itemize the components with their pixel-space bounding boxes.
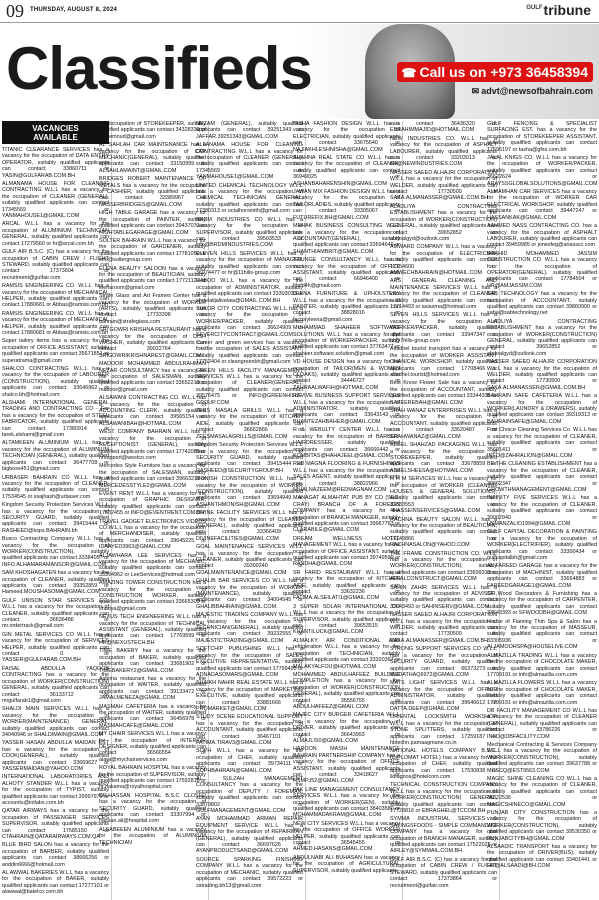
classified-ad: House of Flaming Thin Spa & Salon has a vacancy for the occupation of MASSEUR, suitably qualified applicants can contact 33305936 or ALJAMOOHSPA@HOUSELIVE.COM	[487, 618, 597, 651]
classified-ad: BRIDGES ROBERT MAINTENANCE OF METALS has a vacancy for the occupation of CASHIER, suitably qualified applicants can contact 33389967 or NASSERBRIDGES@GMAIL.COM	[99, 176, 206, 208]
classified-ad: AMAZING TOWER CONSTRUCTION has a vacancy for the occupation of CONSTRUCTION WORKER, suitably qualified applicants can contact 33665300 or shadya@gmail.com	[99, 580, 206, 612]
classified-ad: GIN METAL SERVICES CO W.L.L has a vacancy for the occupation of SERVICES HELPER, suitably qualified applicants can contact 0 or YASSER@GULFARAB.COM.BH	[2, 631, 109, 664]
classified-ad: BRDM INDUSTRIES CO W.L.L has a vacancy for the occupation of SUPERVISOR, suitably qualified applicants can contact 39503533 or info@BRDMINDUSTRIES.COM	[196, 216, 303, 249]
classified-ad: MOHAMMED ABDULHAFEEZ BUILDING COMPLETION has a vacancy for the occupation of WORKER(CONSTRUCTION GENERAL), suitably qualified applicants can contact 35556755 or ABDULHAFEEZ@GMAIL.COM	[293, 671, 400, 710]
classified-ad: GOAL MAINTENANCE SERVICES W.L.L has a vacancy for the occupation of CLEANER, suitably qualified applicants can contact 39300240 or GOALMAINTENANCE@GMAIL.COM	[196, 544, 303, 576]
classified-ad: TITANIC CLEARANCE SERVICES has a vacancy for the occupation of DATA ENTRY OPERATOR, suitably qualified applicants can contact 33860711 or YASIN@GULFARAB.COM.BH	[2, 147, 109, 179]
classified-ad: DR.HASSAN HOSPITAL B.S.C CLOSED has a vacancy for the occupation of SECURITY GUARD, suitably qualified applicants can contact 33307994 or hassan.ali@hospital.com	[99, 792, 206, 825]
email-text: advt@newsofbahrain.com	[481, 86, 593, 96]
classified-ad: SHAHID MOHAMMED JASSIM CONSTRUCTION CO. W.L.L has a vacancy for the occupation of OPERATOR(GENERAL), suitably qualified applicants can contact 17784504 or HR@AMJASSIM.COM	[487, 250, 597, 289]
classified-ad: AL FAREED GARAGE has a vacancy for the occupation of MACHINIST, suitably qualified applicants can contact 33664883 or FAREEDGARAGE1@GMAIL.COM	[487, 563, 597, 589]
classified-ad: YOUNGE CONSULTANCY W.L.L has a vacancy for the occupation of OFFICE ASSISTANT, suitably qualified applicants can contact 66946400 or fdsfd4h@gmail.com	[293, 257, 400, 289]
classified-ad: SHALCO CONTRACTING W.L.L has a vacancy for the occupation of LABOURER (CONSTRUCTION), suitably qualified applicants can contact 33646962 or shalco.bh@hotmail.com	[2, 366, 109, 398]
classified-ad: PUNJAB CITY CONSTRUCTION has a vacancy for the occupation of WORKER(CONSTRUCTION), suitably qualified applicants can contact 39530350 or PUNJABCITYBH@GMAIL.COM	[487, 810, 597, 842]
classified-ad: 3 SUPER SOLAR INTERNATIONAL CO W.L.L has a vacancy for the occupation of SUPERVISOR, suitably qualified applicants can contact 39653515 or KHANTILUCK@GMAIL.COM	[293, 603, 400, 636]
section-header-line2: AVAILABLE	[33, 133, 78, 142]
classified-ad: Career and green services has a vacancy for the occupation of SALES ASSISTANT, suitably qualified applicants can contact 17752404 or cleangreenbh@gmail.com	[196, 340, 303, 366]
page-header	[0, 0, 599, 23]
classified-ad: ALSAWANI CONTRACTING CO. W.L.L has a vacancy for the occupation of ACCOUNTING CLERK, suitably qualified applicants can contact 39565154 or ALSAWANIBAH@HOTMAIL.COM	[99, 395, 206, 427]
column-1	[0, 121, 112, 900]
classified-ad: MASMAH CAFETERIA has a vacancy for the occupation of WAITER, suitably qualified applicants can contact 36456978 or MASMAHCAFE@GMAIL.COM	[99, 703, 206, 729]
classified-ad: DIVINE FACILITY SERVICES W.L.L has a vacancy for the occupation of CLEANER (GENERAL), suitably qualified applicants can contact 33366409 or DIVINEFACILITIES@GMAIL.COM	[196, 510, 303, 542]
column-4	[291, 121, 403, 900]
section-header	[2, 121, 109, 144]
classified-ad: ROYAL BAHRAIN HOSPITAL has a vacancy for the occupation of SUPERVISOR, suitably qualified applicants can contact 17592818 or hr.nakama@royalhospital.com	[99, 765, 206, 791]
classified-ad: GULF UNISON STAR SERVICES CO. W.L.L has a vacancy for the occupation of CLEANER, suitably qualified applicants can contact 36636486 or mr.ordertrack@gmail.com	[2, 597, 109, 630]
classified-ad: NATIONAL HOTELS COMPANY B.S.C. (DIPLOMAT HOTEL) has a vacancy for the occupation of CHEF, suitably qualified applicants can contact 17530838 or ildiagnos@hotelcom.com	[390, 748, 497, 780]
classified-ad: TRAVEL GADGET ELECTRONICS VIDEOS CO.W.L.L has a vacancy for the occupation of MERCHANDISER, suitably qualified applicants can contact 39645225 or IDAAYED3963@GMAIL.COM	[99, 518, 206, 551]
classified-ad: UNITED CHEMICAL TECHNOLOGY W.L.L has a vacancy for the occupation of CHEMICAL TECHNICIAN GENERAL, suitably qualified applicants can contact 17380313 or uctalhorsmith@gmail.com	[196, 182, 303, 215]
classified-ad: NEW INDUSTRIES CO. W.L.L has a vacancy for the occupation of ASPHALT LABOURER, suitably qualified applicants can contact 33203013 or cfo@NEWINDUSTRIES.COM	[390, 135, 497, 168]
classified-ad: ALSABEEEN ALUMINIUM has a vacancy for the occupation of ALUMINIUM TECHNICIAN	[99, 826, 206, 846]
classified-ad: HIGH TABLE GARAGE has a vacancy for the occupation of PAINTER, suitably qualified applicants can contact 39437071 or HIGHTABLEGARAGE@GMAIL.COM	[99, 210, 206, 236]
classified-ad: ABDULNABI ALI BUHASAN has a vacancy for the occupation of AGRICULTURAL SUPERVISOR, suitably qualified applicants	[293, 854, 400, 874]
classified-ad: SAB TECHNOLOGY has a vacancy for the occupation of ACCOUNTANT, suitably qualified applicants can contact 39860900 or saba@sabtechnology.net	[487, 291, 597, 317]
classified-ad: NASSER SAEED ALHAJRI CORPORATION W.L.L has a vacancy for the occupation of WELDER, suitably qualified applicants can contact 17730500 or SAKA.ALMANASSER@GMAIL.COM.BH	[390, 169, 497, 202]
call-text: Call us on +973 36458394	[419, 64, 588, 80]
classified-ad: MUHAMMAD SHAHEER SOFTWARE SOLUTIONS W.L.L has a vacancy for the occupation of WORKER/PACKER, suitably qualified applicants can contact 37763477 or shaheer.software.solution@gmail.com	[293, 325, 400, 357]
classified-ad: SHAIKH NAHIR REAL ESTATE W.L.L has a vacancy for the occupation of MARKETING EXECUTIVE, suitably qualified applicants can contact 33881666 or PROMARKET@GMAIL.COM	[196, 680, 303, 712]
classified-ad: ALSAADIC TRANSPORT has a vacancy for the occupation of DRIVER(BUS), suitably qualified applicants can contact 33401441 or HR@ALSAADI@BH.COM	[487, 844, 597, 870]
classified-ad: ARS GENERAL CLEANING AND MAINTENANCE SERVICES W.L.L has a vacancy for the occupation of CLEANER, suitably qualified applicants can contact 17714493 or asiasma@hotmail.com	[390, 278, 497, 310]
classified-ad: can contact 36436320 or EBRAHIMMAJID@HOTMAIL.COM	[390, 121, 497, 134]
classified-ad: HABOO W.L.L has a vacancy for the occupation of ADMINISTRATOR, suitably qualified applicants can contact 33303033 or ahdelalijalivelaw@GMAIL.COM.BH	[196, 278, 303, 304]
classified-ad: STRONG SUPPORT SERVICES CO W.L.L has a vacancy for the occupation of SECURITY GUARD, suitably qualified applicants can contact 66373273 or MUDATHAQ6972@GMAIL.COM	[390, 646, 497, 678]
column-6	[485, 121, 599, 900]
classified-ad: ALFANAMA HOUSE FOR CLEANING CONTRACTING W.L.L has a vacancy for the occupation of CLEANER (GENERAL), suitably qualified applicants can contact 17345569 or YANMAHOUSE1@GMAIL.COM	[196, 142, 303, 181]
classified-ad: the occupation of STOREKEEPER, suitably qualified applicants can contact 34328330 or faithemoud@gmail.com	[99, 121, 206, 140]
column-2	[97, 121, 209, 900]
call-box	[397, 62, 593, 82]
classified-ad: ALMAMHAN CAR SERVICES has a vacancy for the occupation of WORKER CAR ELECTRICAL WORKSHOP, suitably qualified applicants can contact 39447247 or HASSANKAK@GMAIL.COM	[487, 189, 597, 221]
classified-ad: Super tailory items has a vacancy for the occupation of OFFICE ASSISTANT, suitably qualified applicants can contact 35671851 or superatrama@gmail.com	[2, 338, 109, 364]
classified-ad: BLUE BIRD SALON has a vacancy for the occupation of BARBER, suitably qualified applicants can contact 38666256 or aoddin6666@hotmail.com	[2, 842, 109, 868]
classified-ad: MANAGAT ALMAHTAT PUB BY CO (SEC-CRAY) BRANCH OF A FOREIGN COMPANY has a vacancy for the occupation of BRANCH MANAGER, suitably qualified applicants can contact 39967763 or CLARABILE@GMAIL.COM	[293, 495, 400, 534]
classified-ad: JALAL KNIGS CO. W.L.L has a vacancy for the occupation of WORKER/PACKER, suitably qualified applicants can contact 36622624 or ARAYSSGLOBALSOLUTIONS@GMAIL.COM	[487, 155, 598, 187]
classified-ad: SUKOR CITY CONTRACTING W.L.L has a vacancy for the occupation of WORKER/PACKER, suitably qualified applicants can contact 36624909 or SEVERCITYCONTRACT@GMAIL.COM	[196, 305, 303, 338]
classified-ad: URBASER BAHRAIN CO W.L.L has a vacancy for the occupation of CLEANER, suitably qualified applicants can contact 17534545 or ssajhash@urbaser.com	[2, 474, 109, 500]
classified-ad: Kingdom Security Protection Services W.L.L has a vacancy for the occupation of SECURITY GUARD, suitably qualified applicants can contact 39415444 or RASHEED@ksps.BAHRAIN.bh	[2, 502, 109, 534]
classified-ad: NASSER SAEED ALHAJRI CORPORATION W.L.L has a vacancy for the occupation of WELDER, suitably qualified applicants can contact 17730500 or SAKA.ALMANASSER@GMAIL.COM.BH	[390, 612, 497, 644]
classified-ad: ALMANAMA HOUSE FOR CLEANING CONTRACTING W.L.L has a vacancy for the occupation of CLEANER (GENERAL), suitably qualified applicants can contact 17345569 or YANMAHOUSE1@GMAIL.COM	[2, 181, 109, 220]
classified-ad: TIME BAKERY has a vacancy for the occupation of BAKER, suitably qualified applicants can contact 33681902 or TIMEBAKERY2@GMAIL.COM	[99, 648, 206, 674]
classified-ad: RED MAGNA FLOORING & FURNISHINGS W.L.L has a vacancy for the occupation of SALES AGENT, suitably qualified applicants can contact 38822966 or NIHALNAZEEM@REDMAGNAM.COM	[293, 461, 400, 493]
classified-ad: PAK LINE MANAGEMENT CONSULTANCY SERVICES W.L.L has a vacancy for the occupation of WORKER(GEN), suitably qualified applicants can contact 38403580 or MOHAMMADAKRAM@GMAIL.COM	[293, 786, 400, 819]
classifieds-banner	[0, 24, 599, 119]
classified-ad: AAHMED NASS CONTRACTING CO. has a vacancy for the occupation of ASPHALT LABOURER, suitably qualified applicants can contact 39459985 or jonesfeg@anasscc.com	[487, 223, 597, 249]
classified-ad: ORIENTAL LOCKSMITH WORKSHOP W.L.L has a vacancy for the occupation of STONE SPLITTERS, suitably qualified applicants can contact 17259187 or hbtechn.pamaagmane.co.in	[390, 714, 497, 746]
classified-ad: SR FARID RESTAURANT W.L.L has a vacancy for the occupation of KITCHEN AIDE, suitably qualified applicants can contact 33632236 or FATIMA.ALSEILATI1@GMAIL.COM	[293, 569, 400, 602]
classified-ad: ALSHAMI INTERNATIONAL GENERAL TRADING AND CONTRACTING CO - For has a vacancy for the occupation of STEEL FABRICATOR, suitably qualified applicants can contact 17380914 or tarek.alshami@gmail.com	[2, 400, 109, 439]
page-number: 09	[6, 1, 24, 21]
masthead-name: tribune	[543, 2, 591, 18]
classified-ad: STUDY SCENE EDUCATIONAL SUPPORT has a vacancy for the occupation of ACCOUNTANT, suitably qualified applicants can contact 36467101 or FATIMA.TIRAV3@GMAIL.COM	[196, 714, 303, 746]
classified-ad: Best Know Flower Sale has a vacancy for the occupation of ACCOUNTANT, suitably qualified applicants can contact 33344336 or SAFEEREBAH@GMAIL.COM	[390, 380, 497, 406]
classified-ad: H H M SERVICES W.L.L has a vacancy for the occupation of WORKER (CLEANING HOUSES & GENERAL SOLUTIONS), suitably qualified applicants can contact 33333553 or 4HASSEINSERVICES@GMAIL.COM	[390, 476, 497, 515]
classified-ad: MAGIC SHINE CLEANING CO W.L.L has a vacancy for the occupation of CLEANER, suitably qualified applicants can contact 35322536 or MAGICSHINECO@GMAIL.COM	[487, 776, 597, 808]
classified-ad: SHAHNA REAL STATE CO W.L.L has a vacancy for the occupation of CLEANER, suitably qualified applicants can contact 36949025 or ASHANBAHARENSHIN@GMAIL.COM	[293, 155, 400, 187]
dateline: THURSDAY, AUGUST 8, 2024	[30, 7, 118, 13]
classified-ad: SRI GOWRI KRISHNA RESTAURANT has a vacancy for the occupation of DISH WASHER, suitably qualified applicants can contact 39022764 or SRIGOWRIKRISHNAREST@GMAIL.COM	[99, 327, 206, 359]
classified-ad: Kingdom Security Protection Services W.L.L has a vacancy for the occupation of SECURITY GUARD, suitably qualified applicants can contact 39415444 or RASHEED@SECURITYGROUP.BH	[196, 442, 303, 474]
classified-ad: MATS LIGHT SERVICES W.L.L has a vacancy for the occupation of OFFICE ADMINISTRATOR, suitably qualified applicants can contact 39646612 or DATTA.DEEP@GMAIL.COM	[390, 680, 497, 712]
classified-ad: GULF AIR B.S.C. (C) has a vacancy for the occupation of CABIN CREW / FLIGHT STEWARD, suitably qualified applicants can contact 17373604 or recruitment@gulfair.com	[2, 249, 109, 281]
classified-ad: Strafe Glass and Art Frames Center has a vacancy for the occupation of WORKER (ARTS), suitably qualified applicants can contact 17733398 or bahrain@strafeglass.com	[99, 293, 206, 325]
phone-icon: ☎	[401, 66, 417, 80]
classified-ad: LEENA FURNITURE & UPHOLSTERY W.L.L has a vacancy for the occupation of PAINTER, suitably qualified applicants can contact 38828016 or factoryleena@gmail.com	[293, 291, 400, 323]
classified-ad: NEZAM (GENERAL), suitably qualified applicants can contact 39251343 or JAFFAR.39251343@GMAIL.COM	[196, 121, 303, 140]
classified-ad: YASSER HASAN ABDULLA MAIDAN EST has a vacancy for the occupation of COOK(GENERAL), suitably qualified applicants can contact 33669627 or YASSERMAIDAN@YAHOO.COM	[2, 740, 109, 772]
classified-ad: RAMSIS ENGINEERING CO. W.L.L has a vacancy for the occupation of MECHANICAL HELPER, suitably qualified applicants can contact 17880681 or Abbas@ramsis.com.bh	[2, 283, 109, 309]
classified-ad: WEST COMPANY BAHRAIN W.L.L has a vacancy for the occupation of RECEPTIONIST (GENERAL), suitably qualified applicants can contact 17742080 or hrsupport@westco.com	[99, 429, 206, 461]
classified-ad: MAJESTIC TRADING COMPANY W.L.L has a vacancy for the occupation of TECHNICIAN(GENERAL), suitably qualified applicants can contact 39232555 or MAJESTICTRADING@GMAIL.COM	[196, 612, 303, 644]
classified-ad: GHALIB BAR SERVICES CO W.L.L has a vacancy for the occupation of WORKER (MAINTENANCE), suitably qualified applicants can contact 34004545 or GHALIBBAHRAIN@GMAIL.COM	[196, 578, 303, 610]
classified-ad: DREAM WELLNESS HOTEL MANAGEMENT W.L.L has a vacancy for the occupation of OFFICE ASSISTANT, suitably qualified applicants can contact 39749599 or RANDHA@GMAIL.COM	[293, 535, 400, 568]
classified-ad: AL AWWAL BAKERIES W.L.L has a vacancy for the occupation of BAKER, suitably qualified applicants can contact 17277101 or alawwal@batelco.com.bh	[2, 870, 109, 896]
classified-ad: SHAH WANAZ ENTERPRISES W.L.L has a vacancy for the occupation of ACCOUNTANT, suitably qualified applicants can contact 33620487 or SHAHWANAZ@GMAIL.COM	[390, 408, 497, 440]
classified-ad: ABEEL SHAHZAD PACKAGING W.L.L has a vacancy for the occupation of STOREKEEPER, suitably qualified applicants can contact 33678859 or ABEELSHEESA@HOTMAIL.COM	[390, 442, 497, 474]
classified-ad: ELENA BEAUTY SALOON has a vacancy for the occupation of BEAUTICIAN, suitably qualified applicants can contact 17721121 or elenaroom@gmail.com	[99, 265, 206, 291]
classified-ad: BE THE CLEANING ESTABLISHMENT has a vacancy for the occupation of CLEANER, suitably qualified applicants can contact 39662347 or GROWTHMANAGEMENT@GMAIL.COM	[487, 461, 597, 493]
classified-ad: INTERNATIONAL LABORATORIES AND ALHOTY STANDER W.L.L has a vacancy for the occupation of TYPIST, suitably qualified applicants can contact 39997979 or accounts@intlabs.com.bh	[2, 774, 109, 806]
classified-ad: MONISH CONSTRUCTION W.L.L has a vacancy for the occupation of WORKER (CONSTRUCTION), suitably qualified applicants can contact 33694949 or ASHANTHMONISH@GMAIL.COM	[196, 476, 303, 508]
classified-ad: AYAN MOHAMMAD ARMAN REPAIR EQUIPMENT SERVICE W.L.L has a vacancy for the occupation of REPAIRMAN (GENERAL), suitably qualified applicants can contact 36697626 or AYANPRODUCTSAND@GMAIL.COM	[196, 816, 303, 855]
classified-ad: SOPH W.L.L has a vacancy for the occupation of CHEF, suitably qualified applicants can contact 39734111 or SOPHBAHRAIN@GMAIL.COM	[196, 748, 303, 774]
classified-ad: TECHNICAL CONSTRUCTION COMPANY W.L.L has a vacancy for the occupation of WORKER(CONSTRUCTION) GENERAL, suitably qualified applicants can contact 17728816 or EBRAGHEL@TCCOM.BH	[390, 782, 497, 815]
classified-ad: GULF CAPITAL DECORATION & PAINTING has a vacancy for the occupation of WORKER(ELECTRIFIER), suitably qualified applicants can contact 33300434 or gulfcapitalbh@gmail.com	[487, 529, 597, 561]
classified-ad: AL SULZAH MANAGEMENT CONSULTANCY has a vacancy for the occupation of DEPUTY / FOREMAN, suitably qualified applicants can contact 33879802 or GULFMANAGEMENT@GMAIL.COM	[196, 776, 303, 815]
column-3	[194, 121, 306, 900]
classified-ad: NEW CITY SERVICES W.L.L has a vacancy for the occupation of OFFICE WORKER HELPER, suitably qualified applicants can contact 36545455 or AHMED.HASANS@GMAIL.COM	[293, 820, 400, 853]
classified-ad: AL SAHLAH CAR MAINTENANCE has a vacancy for the occupation of CAR MECHANIC(GENERAL), suitably qualified applicants can contact 33150999 or ALSAHLAMAINT@GMAIL.COM	[99, 142, 206, 174]
mail-icon: ✉	[471, 86, 480, 96]
classified-ad: SF Wood Decorators & Furnishing has a vacancy for the occupation of CARPENTER, suitably qualified applicants can contact 33643393 or SFWOODBH@GMAIL.COM	[487, 591, 597, 617]
classified-ad: DB FACILITY MANAGEMENT CO W.L.L has a vacancy for the occupation of CLEANER (GENERAL), suitably qualified applicants can contact 33786226 or INFO@DBFACILITY.COM	[487, 707, 597, 740]
classified-ad: Busco Contracting Company W.L.L has a vacancy for the occupation of WORKER(CONSTRUCTION), suitably qualified applicants can contact 33384057 or INFO.ALHAMARAMANSOR@GMAIL.COM	[2, 536, 109, 568]
classified-ad: VD HOUSE DESIGN has a vacancy for the occupation of TAILOR(MEN & WOMEN CLOAKS), suitably qualified applicants can contact 34446727 or ZAHRAALWAFIH@HOTMAIL.COM	[293, 359, 400, 391]
classified-ad: ALMALKY AIR CONDITIONAL AND refrigeration W.L.L has a vacancy for the occupation of TECHNICIAN, suitably qualified applicants can contact 33320367 or MALAKYALFOU@HOTMAIL.COM	[293, 637, 400, 670]
classified-ad: ALADLIYA CONTRACTING ESTABLISHMENT has a vacancy for the occupation of WORKER(CONSTRUCTION) GENERAL, suitably qualified applicants can contact 39652852 or abdoalgyd@outlook.com	[390, 203, 497, 242]
classified-ad: RACHNA BEAUTY SALON W.L.L has a vacancy for the occupation of BEAUTICIAN, suitably qualified applicants can contact 17749866 or RACHNASALON@YAHOO.COM	[390, 516, 497, 549]
classified-ad: BAHRAIN SAFE CAFETERIA W.L.L has a vacancy for the occupation of WORKER(LAUNDRY & DRAWERS), suitably qualified applicants can contact 39319313 or BAHRAINSAFE@GMAIL.COM	[487, 393, 597, 425]
classified-ad: SOLTER BAHRAIN W.L.L has a vacancy for the occupation of GARDENER, suitably qualified applicants can contact 17781050 or info@soltergroup.com	[99, 237, 206, 264]
classified-ad: NASSER SAEED ALHAJRI CORPORATION W.L.L has a vacancy for the occupation of WELDER, suitably qualified applicants can contact 17730500 or SAKA.ALMANASSER@GMAIL.COM.BH	[487, 359, 597, 391]
classified-ad: MY CHAIR SERVICES W.L.L has a vacancy for the occupation of INTERIOR DESIGNER, suitably qualified applicants can contact 36566554 or alawi@mychairservices.com	[99, 731, 206, 763]
banner-title: Classifieds	[6, 35, 312, 102]
classified-ad: MADOOR MOHAMMED ABDULRAHMAN NEZAR CONSULTANCY has a vacancy for the occupation of SALESMAN, suitably qualified applicants can contact 33652219 or madoor@gmail.com	[99, 361, 206, 393]
classified-ad: MAJEC CITY BURGER CAFETERIA W.L.L has a vacancy for the occupation of DRIVER, suitably qualified applicants can contact 36643993 or ALMAJLIS0@GMAIL.COM	[293, 712, 400, 744]
classified-ad: SYMMA INDUSTRIAL SERVICES & SAVINGSFOODS - SIMPLE COMMANDITE COMPANY has a vacancy for the occupation of BRANCH MANAGER, suitably qualified applicants can contact 17522025 or AIRLEY@SYMMAIL.COM.BH	[390, 816, 497, 855]
classified-ad: RAMSIS ENGINEERING CO. W.L.L has a vacancy for the occupation of MECHANICAL HELPER, suitably qualified applicants can contact 17880681 or Abbas@ramsis.com.bh	[2, 310, 109, 336]
classified-ad: THE FRAME CONSTRUCTION CO. W.L.L has a vacancy for the occupation of WORKER(CONSTRUCTION), suitably qualified applicants can contact 33699333 or AFFALCONSTRUCT@GMAIL.COM	[390, 550, 497, 583]
classified-ad: ALJAWHARA LEE SERVICES has a vacancy for the occupation of MECHANIC, suitably qualified applicants can contact 33394962 or LeeServices@hotmail.com	[99, 552, 206, 578]
classified-ad: MEHAK BUSINESS CONSULTING W.L.L has a vacancy for the occupation of ACCOUNTANT(GENERAL), suitably qualified applicants can contact 33694640 or SHANTHIAMBRIT@GMAIL.COM	[293, 223, 400, 255]
masthead-logo	[526, 2, 591, 18]
classified-ad: Mercedes Style Furniture has a vacancy for the occupation of SALESMAN, suitably qualified applicants can contact 39663211 or MERCEDESSTYLE2@GMAIL.COM	[99, 463, 206, 489]
classified-ad: FAISAL ABDULLA YAQOOB CONTRACTING has a vacancy for the occupation of WORKER(CONSTRUCTION) GENERAL, suitably qualified applicants can contact 36133712 or mrgulfarab1@gmail.com	[2, 665, 109, 704]
classified-ad: ARCAL W.L.L has a vacancy for the occupation of ALUMINIUM TECHNICIAN GENERAL, suitably qualified applicants can contact 17279560 or hr@arcal.com.bh	[2, 221, 109, 247]
classified-ad: NISHA FASHION DESIGN W.L.L has a vacancy for the occupation of ELECTRICIAN, suitably qualified applicants can contact 33675640 or NAJIAKHLESHNISHA@GMAIL.COM	[293, 121, 400, 153]
classified-ad: GULF AIR B.S.C. (C) has a vacancy for the occupation of CABIN CREW / FLIGHT STEWARD, suitably qualified applicants can contact 17373864 or recruitment@gulfair.com	[390, 856, 497, 889]
classified-ad: Mechanical Contracting & Services Company W.L.L has a vacancy for the occupation of WORKER(CONSTRUCTION), suitably qualified applicants can contact 39637788 or MCSCQ@EST9563.COM	[487, 741, 597, 774]
classified-ad: ALADLIYA CONTRACTING ESTABLISHMENT has a vacancy for the occupation of WORKER(CONSTRUCTION) GENERAL, suitably qualified applicants can contact 39652852 or abdoalgyd@outlook.com	[487, 318, 597, 357]
classified-ad: INFINITY FIVE SERVICES W.L.L has a vacancy for the occupation of CLEANER, suitably qualified applicants can contact 39002940 or USMANZALIO1994@GMAIL.COM	[487, 495, 597, 527]
classified-ad: ZEES MASALA GRILLS W.L.L has a vacancy for the occupation of KITCHEN AIDE, suitably qualified applicants can contact 36662866 or ZEESMASALAGRILLS@GMAIL.COM	[196, 408, 303, 440]
classified-ad: SEVEN HILLS SERVICES W.L.L has a vacancy for the occupation of WORKER/PACKER, suitably qualified applicants can contact 33947347 or hr@7hills-group.com	[390, 312, 497, 344]
classified-ad: REVIVE BUSINESS SUPPORT SERVICES W.L.L has a vacancy for the occupation of ADMINISTRATOR, suitably qualified applicants can contact 33643143 or BHANTEZAHBAHER@GMAIL.COM	[293, 393, 400, 425]
classified-ad: QATAR AIRWAYS has a vacancy for the occupation of PASSENGER SERVICES SUPERVISOR, suitably qualified applicants can contact 17585150 or CTAHRAIN@QATARAIRWAYS.COM.QA	[2, 808, 109, 841]
classified-ad: ALMAZILLA FLOWERS W.L.L has a vacancy for the occupation of CHOCOLATE MAKER, suitably qualified applicants can contact 17799191 or info@almazilla.com.com	[487, 680, 597, 706]
classified-ad: SAM KHOSHAGATEN has a vacancy for the occupation of CLEANER, suitably qualified applicants can contact 39352859 or Hameed.MOUSHASOMA@GMAIL.COM	[2, 570, 109, 596]
classified-ad: AMWARD COMPANY W.L.L has a vacancy for the occupation of ELECTRICIAN, suitably qualified applicants can contact 17754600 or AMWECHBAHRAIN@HOTMAIL.COM	[390, 244, 497, 276]
section-header-line1: VACANCIES	[32, 124, 79, 133]
classified-ad: First Choice Cleaning Services Co. W.L.L has a vacancy for the occupation of CLEANER, suitably qualified applicants can contact 35691411 or INFO@ZAHRALION@GMAIL.COM	[487, 427, 597, 459]
masthead-prefix: GULF	[526, 5, 543, 11]
classified-ad: GREEN HILLS FACILITY MANAGEMENT SERVICES W.L.L has a vacancy for the occupation of CLEANER(GENERAL), suitably qualified applicants can contact 39576475 or INFO@GREENHILLS-GROUP.COM	[196, 367, 303, 406]
classified-ad: SOURCE SPARKING FINISHING COMPANY W.L.L has a vacancy for the occupation of MECHANIC, suitably qualified applicants can contact 39572223 or sstrading.bh13@gmail.com	[196, 856, 303, 889]
column-5	[388, 121, 500, 900]
classified-ad: JAWAN MIX FASHION DESIGN W.L.L has a vacancy for the occupation of TAILORLADIES, suitably qualified applicants can contact 33305067 or FUTUREFIX.BH@GMAIL.COM	[293, 189, 400, 221]
classified-ad: EVENT RENT W.L.L has a vacancy for the occupation of GRAPHIC DESIGNER, suitably qualified applicants can contact 17532455 or INFO@EVENTRENT.COM.BH	[99, 490, 206, 517]
classified-ad: SOFTCHIP PUBLISHING W.L.L has a vacancy for the occupation of SALES EXECUTIVE REPRESENTATIVE, suitably qualified applicants can contact 17799495 or ADNADASOMARS@GMAIL.COM	[196, 646, 303, 678]
classified-ad: SAHIN ZAHIR SERVICES W.L.L has a vacancy for the occupation of ADVISOR, suitably qualified applicants can contact 33643493 or SAHINSERV@GMAIL.COM	[390, 584, 497, 610]
classified-ad: Ashima restaurant has a vacancy for the occupation of WAITER, suitably qualified applicants can contact 39133472 or JAMALMENEZA@GMAIL.COM	[99, 675, 206, 702]
classified-ad: ELEVEN HILLS SERVICES W.L.L has a vacancy for the occupation of MANAGER, suitably qualified applicants can contact 36974477 or hr@11hills-group.com	[196, 250, 303, 276]
classified-ad: Alfadhel tourist transport has a vacancy for the occupation of WORKER ASSISTANT CHANICAL WORKSHOP, suitably qualified applicants can contact 17708466 or alfadhel.tourist@hotmail.com	[390, 346, 497, 379]
classifieds-grid	[0, 121, 599, 900]
classified-ad: R & WEBULTY CENTER W.L.L has a vacancy for the occupation of BARBER-HAIRDRESSER, suitably qualified applicants can contact 36666442 or KOMBITAS@HAHAJEEL@GMAIL.COM	[293, 427, 400, 459]
classified-ad: ALTAMKEEN ALUMINIUM W.L.L has a vacancy for the occupation of ALUMINIUM TECHNICIAN (GENERAL), suitably qualified applicants can contact 36477708 or bigboss451@gmail.com	[2, 440, 109, 473]
classified-ad: NEXUS TECH ENGINEERING W.L.L has a vacancy for the occupation of TECHNICAL ASSISTANT (GENERAL), suitably qualified applicants can contact 17769599 or HR@NEXUSTECH.BH	[99, 614, 206, 646]
classified-ad: GULF FENCING & SPECIALIST SURFACING EST. has a vacancy for the occupation of STOREKEEPER ASSISTANT, suitably qualified applicants can contact 17596197 or tasha@gfss.com.bh	[487, 121, 597, 153]
classified-ad: SHALDI MAIN SERVICES W.L.L has a vacancy for the occupation of WORKER(MAINTENANCE) GENERAL, suitably qualified applicants can contact 34040946 or SHALDIMAIN@GMAIL.COM	[2, 706, 109, 738]
email-line	[472, 86, 593, 97]
classified-ad: HAROON MASIH MAINTENANCE BAHRAIN PARTNERSHIP COMPANY has a vacancy for the occupation of OFFICE ASSISTANT, suitably qualified applicants can contact 33418627 or HSMPJ52@GMAIL.COM	[293, 746, 400, 785]
classified-ad: ALMAZILLA TRADING W.L.L has a vacancy for the occupation of CHOCOLATE MAKER, suitably qualified applicants can contact 17799191 or info@almazilla.com.com	[487, 652, 597, 678]
